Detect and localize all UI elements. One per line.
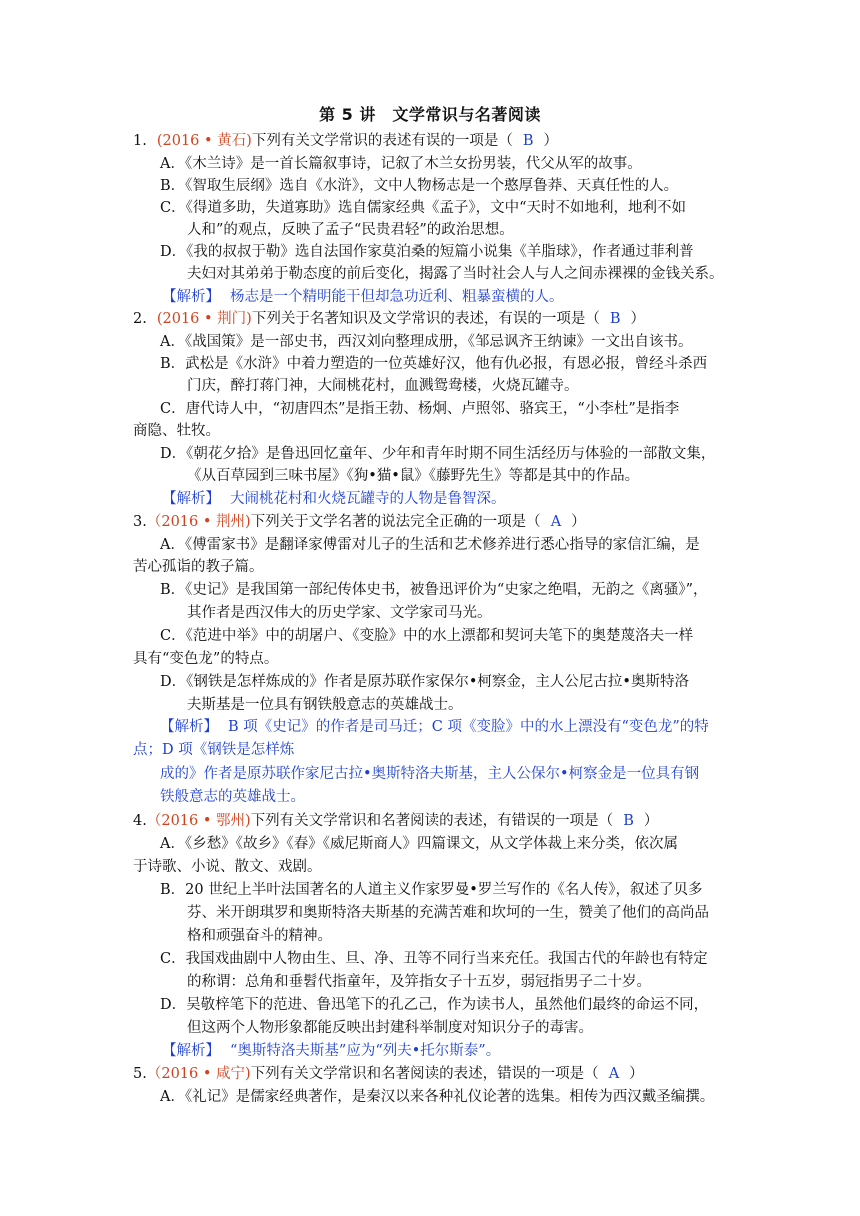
option-line: 夫妇对其弟弟于勒态度的前后变化，揭露了当时社会人与人之间赤裸裸的金钱关系。 (187, 266, 724, 282)
question-source: (2016 • 黄石) (156, 133, 252, 149)
answer: A (608, 1066, 620, 1082)
question-source: （2016 • 荆州) (146, 514, 251, 530)
explanation: 【解析】 杨志是一个精明能干但却急功近利、粗暴蛮横的人。 (162, 289, 564, 305)
page-title: 第 5 讲 文学常识与名著阅读 (319, 105, 541, 124)
option-line: 《从百草园到三味书屋》《狗•猫•鼠》《藤野先生》等都是其中的作品。 (187, 468, 640, 484)
option-line: A．《傅雷家书》是翻译家傅雷对儿子的生活和艺术修养进行悉心指导的家信汇编，是 (160, 537, 700, 553)
question-5-stem: 5.（2016 • 咸宁)下列有关文学常识和名著阅读的表述，错误的一项是（ A ） (133, 1066, 644, 1082)
option-line: A．《乡愁》《故乡》《春》《威尼斯商人》四篇课文，从文学体裁上来分类，依次属 (160, 836, 678, 852)
option-line: D．《钢铁是怎样炼成的》作者是原苏联作家保尔•柯察金，主人公尼古拉•奥斯特洛 (160, 674, 689, 690)
question-source: （2016 • 咸宁) (146, 1066, 251, 1082)
option-line: 芬、米开朗琪罗和奥斯特洛夫斯基的充满苦难和坎坷的一生，赞美了他们的高尚品 (187, 905, 709, 921)
question-1-stem: 1. (2016 • 黄石)下列有关文学常识的表述有误的一项是（ B ） (133, 133, 558, 149)
question-source: （2016 • 鄂州) (146, 813, 251, 829)
option-line: C．我国戏曲剧中人物由生、旦、净、丑等不同行当来充任。我国古代的年龄也有特定 (160, 951, 708, 967)
question-3-stem: 3.（2016 • 荆州)下列关于文学名著的说法完全正确的一项是（ A ） (133, 514, 586, 530)
option-line: A．《木兰诗》是一首长篇叙事诗，记叙了木兰女扮男装，代父从军的故事。 (160, 156, 642, 172)
explanation: 【解析】 B 项《史记》的作者是司马迁；C 项《变脸》中的水上漂没有“变色龙”的特 (160, 719, 709, 735)
option-line: 夫斯基是一位具有钢铁般意志的英雄战士。 (187, 697, 463, 713)
explanation-tag: 【解析】 (160, 719, 218, 735)
explanation-line: 点；D 项《钢铁是怎样炼 (133, 742, 295, 758)
option-line: 其作者是西汉伟大的历史学家、文学家司马光。 (187, 605, 492, 621)
option-line: B．20 世纪上半叶法国著名的人道主义作家罗曼•罗兰写作的《名人传》，叙述了贝多 (160, 882, 703, 898)
question-4-stem: 4.（2016 • 鄂州)下列有关文学常识和名著阅读的表述，有错误的一项是（ B ） (133, 813, 659, 829)
explanation-line: 成的》作者是原苏联作家尼古拉•奥斯特洛夫斯基，主人公保尔•柯察金是一位具有钢 (160, 766, 700, 782)
option-line: D．《我的叔叔于勒》选自法国作家莫泊桑的短篇小说集《羊脂球》，作者通过菲利普 (160, 244, 694, 260)
option-line: 格和顽强奋斗的精神。 (187, 928, 332, 944)
option-line: 的称谓：总角和垂髫代指童年，及笄指女子十五岁，弱冠指男子二十岁。 (187, 974, 651, 990)
explanation-tag: 【解析】 (162, 289, 220, 305)
option-line: 具有“变色龙”的特点。 (133, 651, 279, 667)
explanation-tag: 【解析】 (162, 1043, 220, 1059)
answer: B (623, 813, 634, 829)
explanation: 【解析】 “奥斯特洛夫斯基”应为“列夫•托尔斯泰”。 (162, 1043, 501, 1059)
option-line: 门庆，醉打蒋门神，大闹桃花村，血溅鸳鸯楼，火烧瓦罐寺。 (187, 378, 579, 394)
option-line: A．《战国策》是一部史书，西汉刘向整理成册，《邹忌讽齐王纳谏》一文出自该书。 (160, 334, 693, 350)
option-line: 人和”的观点，反映了孟子“民贵君轻”的政治思想。 (187, 222, 514, 238)
answer: B (522, 133, 534, 149)
option-line: C．唐代诗人中，“初唐四杰”是指王勃、杨炯、卢照邻、骆宾王，“小李杜”是指李 (160, 401, 680, 417)
answer: B (609, 311, 621, 327)
option-line: 但这两个人物形象都能反映出封建科举制度对知识分子的毒害。 (187, 1020, 593, 1036)
explanation-line: 铁般意志的英雄战士。 (160, 789, 305, 805)
question-2-stem: 2. (2016 • 荆门)下列关于名著知识及文学常识的表述，有误的一项是（ B ） (133, 311, 645, 327)
explanation-tag: 【解析】 (162, 491, 220, 507)
option-line: B．《史记》是我国第一部纪传体史书，被鲁迅评价为“史家之绝唱，无韵之《离骚》”， (160, 582, 708, 598)
option-line: C．《范进中举》中的胡屠户、《变脸》中的水上漂都和契诃夫笔下的奥楚蔑洛夫一样 (160, 628, 694, 644)
option-line: A．《礼记》是儒家经典著作，是秦汉以来各种礼仪论著的选集。相传为西汉戴圣编撰。 (160, 1089, 715, 1105)
option-line: 苦心孤诣的教子篇。 (133, 559, 264, 575)
option-line: B．武松是《水浒》中着力塑造的一位英雄好汉，他有仇必报，有恩必报，曾经斗杀西 (160, 356, 708, 372)
question-source: (2016 • 荆门) (156, 311, 252, 327)
explanation: 【解析】 大闹桃花村和火烧瓦罐寺的人物是鲁智深。 (162, 491, 506, 507)
option-line: D．《朝花夕拾》是鲁迅回忆童年、少年和青年时期不同生活经历与体验的一部散文集， (160, 446, 716, 462)
option-line: B．《智取生辰纲》选自《水浒》，文中人物杨志是一个憨厚鲁莽、天真任性的人。 (160, 178, 679, 194)
option-line: 于诗歌、小说、散文、戏剧。 (133, 859, 322, 875)
option-line: D．吴敬梓笔下的范进、鲁迅笔下的孔乙己，作为读书人，虽然他们最终的命运不同， (160, 997, 709, 1013)
option-line: 商隐、牡牧。 (133, 423, 220, 439)
option-line: C．《得道多助，失道寡助》选自儒家经典《孟子》，文中“天时不如地利，地利不如 (160, 200, 687, 216)
answer: A (550, 514, 562, 530)
